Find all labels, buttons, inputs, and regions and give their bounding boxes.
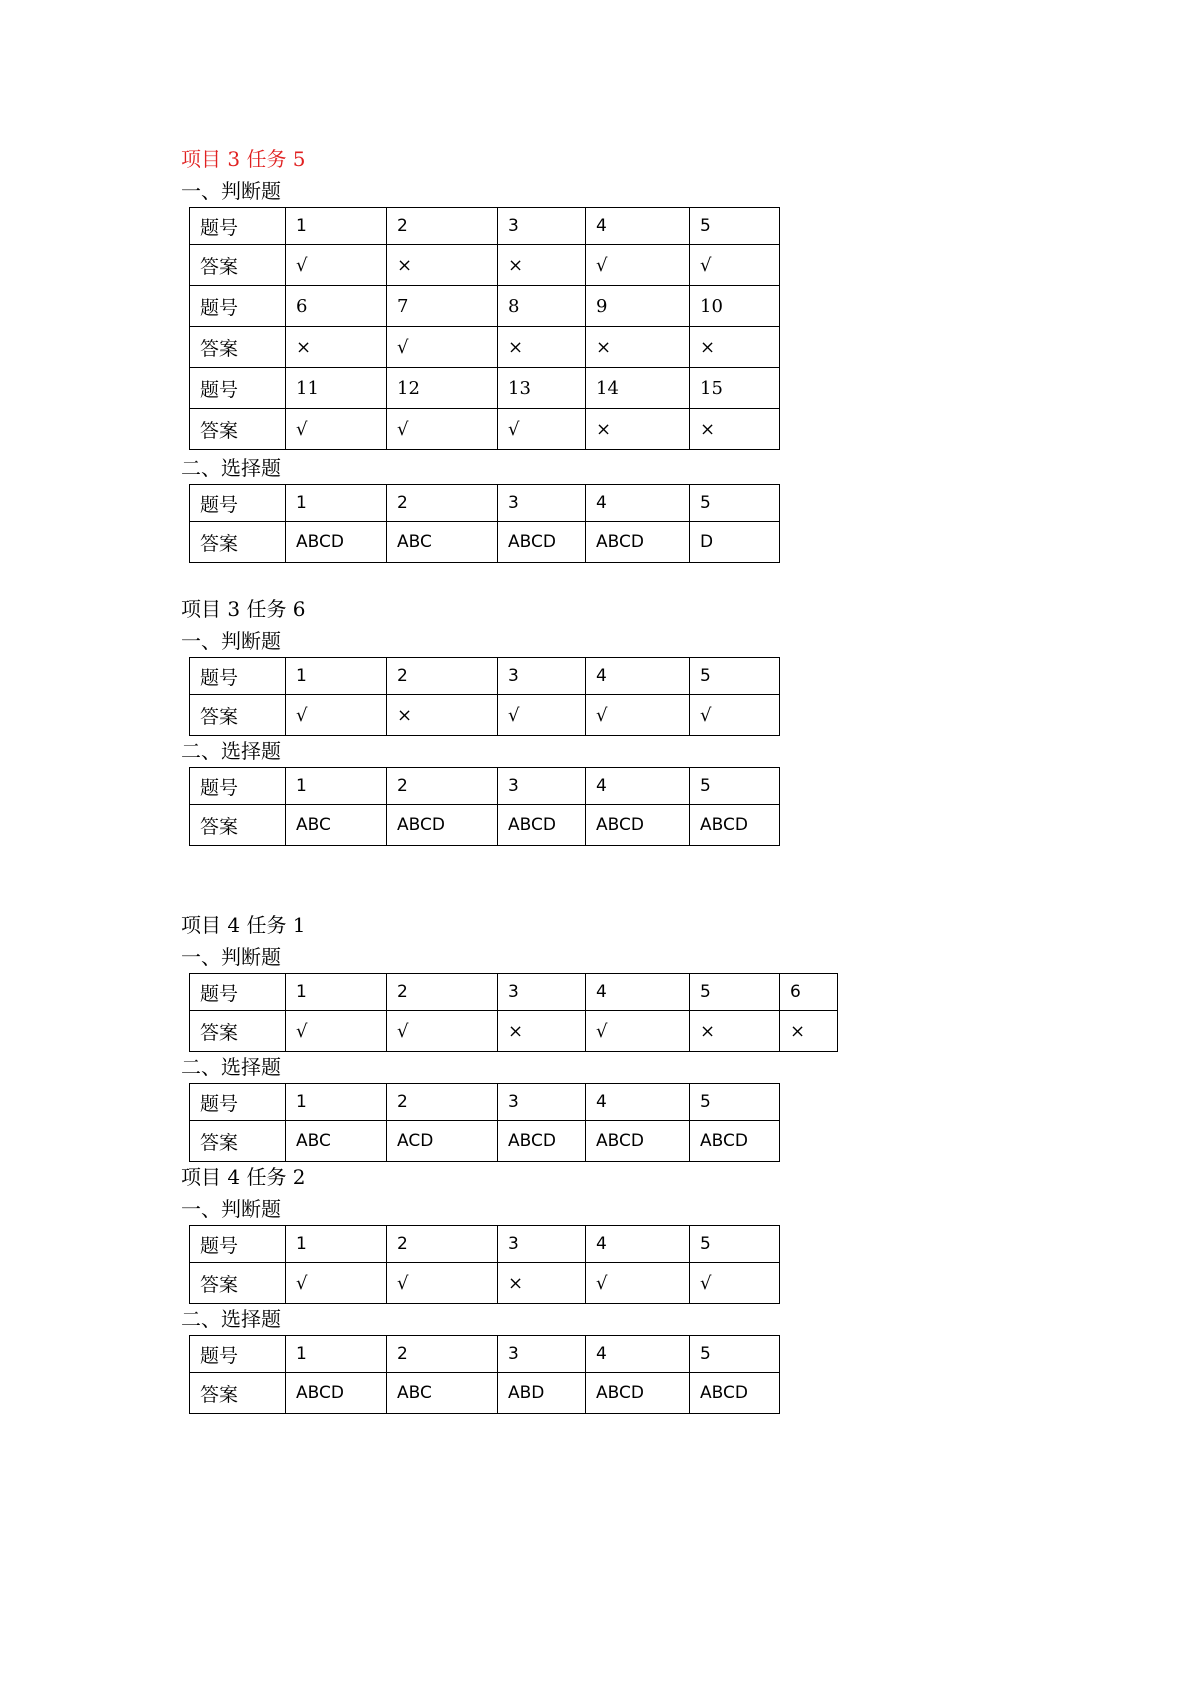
table-cell: 6 [286, 286, 387, 327]
table-cell: 1 [286, 768, 387, 805]
table-row [190, 1121, 780, 1162]
table-cell: 2 [387, 208, 498, 245]
section-title: 项目 3 任务 5 [181, 147, 306, 171]
table-cell: √ [690, 695, 780, 736]
row-label: 题号 [190, 658, 286, 695]
table-row [190, 1373, 780, 1414]
table-cell: 4 [586, 485, 690, 522]
table-cell: 1 [286, 1226, 387, 1263]
table-row [190, 368, 780, 409]
table-cell: D [690, 522, 780, 563]
table-row [190, 208, 780, 245]
table-cell: 5 [690, 974, 780, 1011]
table-cell: √ [586, 695, 690, 736]
table-cell: 2 [387, 768, 498, 805]
table-cell: 3 [498, 1084, 586, 1121]
table-cell: √ [286, 245, 387, 286]
table-cell: ABCD [498, 805, 586, 846]
table-cell: ABCD [690, 1373, 780, 1414]
table-cell: 3 [498, 208, 586, 245]
table-cell: × [586, 409, 690, 450]
table-cell: √ [387, 1263, 498, 1304]
table-cell: 4 [586, 974, 690, 1011]
table-row [190, 658, 780, 695]
table-cell: 6 [780, 974, 838, 1011]
table-cell: 1 [286, 208, 387, 245]
table-cell: 2 [387, 974, 498, 1011]
answer-table [189, 1335, 780, 1414]
table-row [190, 286, 780, 327]
table-row [190, 1084, 780, 1121]
table-row [190, 974, 838, 1011]
row-label: 题号 [190, 768, 286, 805]
table-cell: 3 [498, 768, 586, 805]
table-cell: √ [286, 1011, 387, 1052]
table-cell: 4 [586, 208, 690, 245]
table-cell: 5 [690, 485, 780, 522]
row-label: 答案 [190, 1263, 286, 1304]
table-cell: 5 [690, 1226, 780, 1263]
table-cell: √ [498, 695, 586, 736]
section-title: 项目 4 任务 1 [181, 913, 306, 937]
row-label: 答案 [190, 327, 286, 368]
table-cell: × [690, 327, 780, 368]
table-row [190, 1336, 780, 1373]
table-cell: √ [387, 409, 498, 450]
table-cell: ABCD [286, 522, 387, 563]
table-cell: 10 [690, 286, 780, 327]
part-heading: 一、判断题 [181, 945, 281, 969]
table-cell: 2 [387, 1226, 498, 1263]
row-label: 题号 [190, 485, 286, 522]
table-cell: 15 [690, 368, 780, 409]
table-cell: √ [387, 327, 498, 368]
table-cell: × [498, 1011, 586, 1052]
table-cell: 3 [498, 485, 586, 522]
table-cell: 1 [286, 658, 387, 695]
table-row [190, 245, 780, 286]
row-label: 题号 [190, 1084, 286, 1121]
table-cell: × [690, 409, 780, 450]
part-heading: 二、选择题 [181, 1307, 281, 1331]
table-cell: 2 [387, 1084, 498, 1121]
table-cell: ABCD [586, 1121, 690, 1162]
part-heading: 一、判断题 [181, 179, 281, 203]
table-cell: ABC [387, 1373, 498, 1414]
row-label: 答案 [190, 522, 286, 563]
part-heading: 一、判断题 [181, 1197, 281, 1221]
table-cell: 5 [690, 1336, 780, 1373]
table-cell: 4 [586, 1084, 690, 1121]
table-cell: √ [286, 1263, 387, 1304]
table-cell: 2 [387, 658, 498, 695]
table-row [190, 522, 780, 563]
table-cell: ABCD [498, 1121, 586, 1162]
answer-table [189, 1083, 780, 1162]
table-row [190, 1011, 838, 1052]
table-cell: ABCD [586, 805, 690, 846]
table-cell: ABCD [690, 1121, 780, 1162]
table-cell: 4 [586, 658, 690, 695]
table-cell: 1 [286, 974, 387, 1011]
table-row [190, 1226, 780, 1263]
table-row [190, 768, 780, 805]
table-cell: × [387, 245, 498, 286]
row-label: 答案 [190, 1121, 286, 1162]
table-cell: 1 [286, 485, 387, 522]
table-cell: × [387, 695, 498, 736]
row-label: 答案 [190, 1373, 286, 1414]
table-cell: × [286, 327, 387, 368]
table-cell: √ [387, 1011, 498, 1052]
table-cell: 11 [286, 368, 387, 409]
table-cell: 3 [498, 974, 586, 1011]
table-cell: 2 [387, 485, 498, 522]
table-cell: ABCD [498, 522, 586, 563]
section-title: 项目 4 任务 2 [181, 1165, 306, 1189]
answer-table [189, 207, 780, 450]
table-cell: √ [286, 695, 387, 736]
table-cell: ACD [387, 1121, 498, 1162]
table-cell: 12 [387, 368, 498, 409]
row-label: 题号 [190, 1226, 286, 1263]
table-cell: 8 [498, 286, 586, 327]
row-label: 答案 [190, 695, 286, 736]
table-cell: × [498, 1263, 586, 1304]
row-label: 答案 [190, 409, 286, 450]
table-cell: 3 [498, 1336, 586, 1373]
table-cell: √ [586, 245, 690, 286]
row-label: 题号 [190, 286, 286, 327]
table-cell: √ [586, 1011, 690, 1052]
table-cell: × [690, 1011, 780, 1052]
table-cell: √ [498, 409, 586, 450]
table-row [190, 695, 780, 736]
table-row [190, 485, 780, 522]
part-heading: 二、选择题 [181, 456, 281, 480]
table-cell: √ [690, 245, 780, 286]
table-row [190, 409, 780, 450]
table-cell: ABCD [586, 522, 690, 563]
answer-table [189, 973, 838, 1052]
table-cell: √ [586, 1263, 690, 1304]
row-label: 题号 [190, 974, 286, 1011]
answer-table [189, 1225, 780, 1304]
table-cell: 5 [690, 208, 780, 245]
table-cell: 13 [498, 368, 586, 409]
row-label: 题号 [190, 208, 286, 245]
table-cell: ABCD [286, 1373, 387, 1414]
table-cell: × [586, 327, 690, 368]
part-heading: 二、选择题 [181, 739, 281, 763]
answer-table [189, 767, 780, 846]
part-heading: 一、判断题 [181, 629, 281, 653]
table-cell: 4 [586, 768, 690, 805]
table-cell: ABCD [387, 805, 498, 846]
table-cell: 14 [586, 368, 690, 409]
table-cell: 5 [690, 658, 780, 695]
table-cell: 4 [586, 1336, 690, 1373]
table-cell: 4 [586, 1226, 690, 1263]
answer-table [189, 657, 780, 736]
table-row [190, 327, 780, 368]
answer-table [189, 484, 780, 563]
part-heading: 二、选择题 [181, 1055, 281, 1079]
table-cell: 9 [586, 286, 690, 327]
table-cell: ABCD [586, 1373, 690, 1414]
row-label: 答案 [190, 1011, 286, 1052]
table-cell: × [780, 1011, 838, 1052]
table-cell: 5 [690, 1084, 780, 1121]
row-label: 题号 [190, 1336, 286, 1373]
table-cell: 3 [498, 658, 586, 695]
table-cell: 2 [387, 1336, 498, 1373]
table-cell: ABC [286, 1121, 387, 1162]
row-label: 题号 [190, 368, 286, 409]
table-cell: ABC [387, 522, 498, 563]
table-cell: 1 [286, 1336, 387, 1373]
table-cell: × [498, 245, 586, 286]
table-cell: ABCD [690, 805, 780, 846]
table-row [190, 805, 780, 846]
row-label: 答案 [190, 805, 286, 846]
table-cell: √ [286, 409, 387, 450]
table-cell: 5 [690, 768, 780, 805]
table-cell: √ [690, 1263, 780, 1304]
row-label: 答案 [190, 245, 286, 286]
table-cell: ABD [498, 1373, 586, 1414]
table-cell: × [498, 327, 586, 368]
table-cell: 1 [286, 1084, 387, 1121]
section-title: 项目 3 任务 6 [181, 597, 306, 621]
table-cell: ABC [286, 805, 387, 846]
table-cell: 3 [498, 1226, 586, 1263]
table-row [190, 1263, 780, 1304]
table-cell: 7 [387, 286, 498, 327]
